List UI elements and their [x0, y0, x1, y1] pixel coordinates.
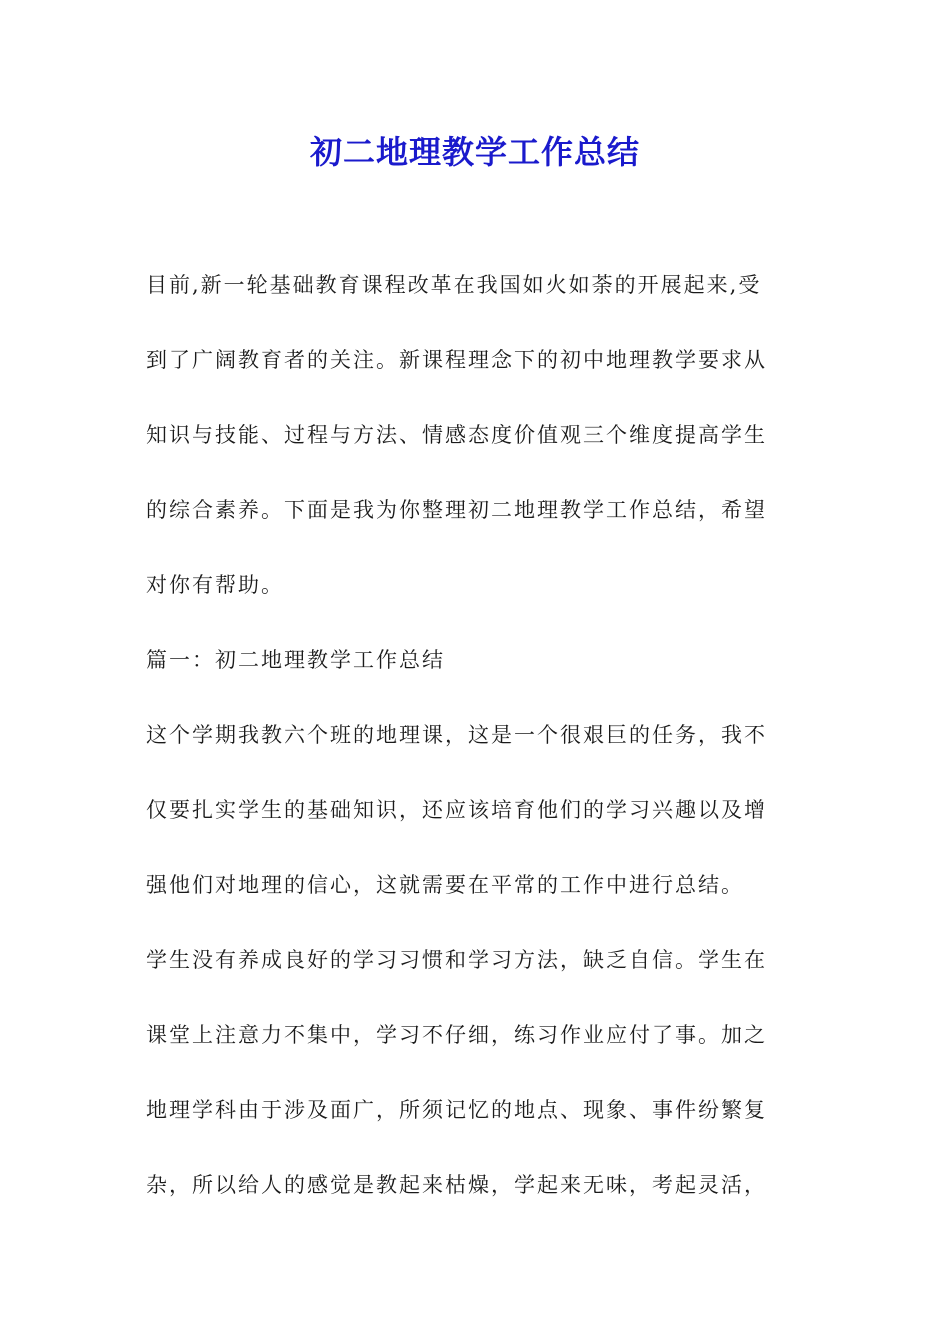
document-title: 初二地理教学工作总结	[309, 133, 640, 171]
text-line: 课堂上注意力不集中，学习不仔细，练习作业应付了事。加之	[146, 1023, 767, 1047]
text-line: 杂，所以给人的感觉是教起来枯燥，学起来无味，考起灵活，	[146, 1173, 767, 1197]
text-line: 这个学期我教六个班的地理课，这是一个很艰巨的任务，我不	[146, 723, 767, 747]
text-line: 仅要扎实学生的基础知识，还应该培育他们的学习兴趣以及增	[146, 798, 767, 822]
text-line: 的综合素养。下面是我为你整理初二地理教学工作总结，希望	[146, 498, 767, 522]
text-line: 地理学科由于涉及面广，所须记忆的地点、现象、事件纷繁复	[146, 1098, 767, 1122]
text-line: 知识与技能、过程与方法、情感态度价值观三个维度提高学生	[146, 423, 767, 447]
text-line: 学生没有养成良好的学习习惯和学习方法，缺乏自信。学生在	[146, 948, 767, 972]
text-line: 目前,新一轮基础教育课程改革在我国如火如荼的开展起来,受	[146, 273, 762, 297]
text-line: 对你有帮助。	[146, 573, 284, 597]
section-heading: 篇一：初二地理教学工作总结	[146, 648, 445, 672]
document-body	[146, 262, 826, 1237]
text-line: 强他们对地理的信心，这就需要在平常的工作中进行总结。	[146, 873, 744, 897]
text-line: 到了广阔教育者的关注。新课程理念下的初中地理教学要求从	[146, 348, 767, 372]
